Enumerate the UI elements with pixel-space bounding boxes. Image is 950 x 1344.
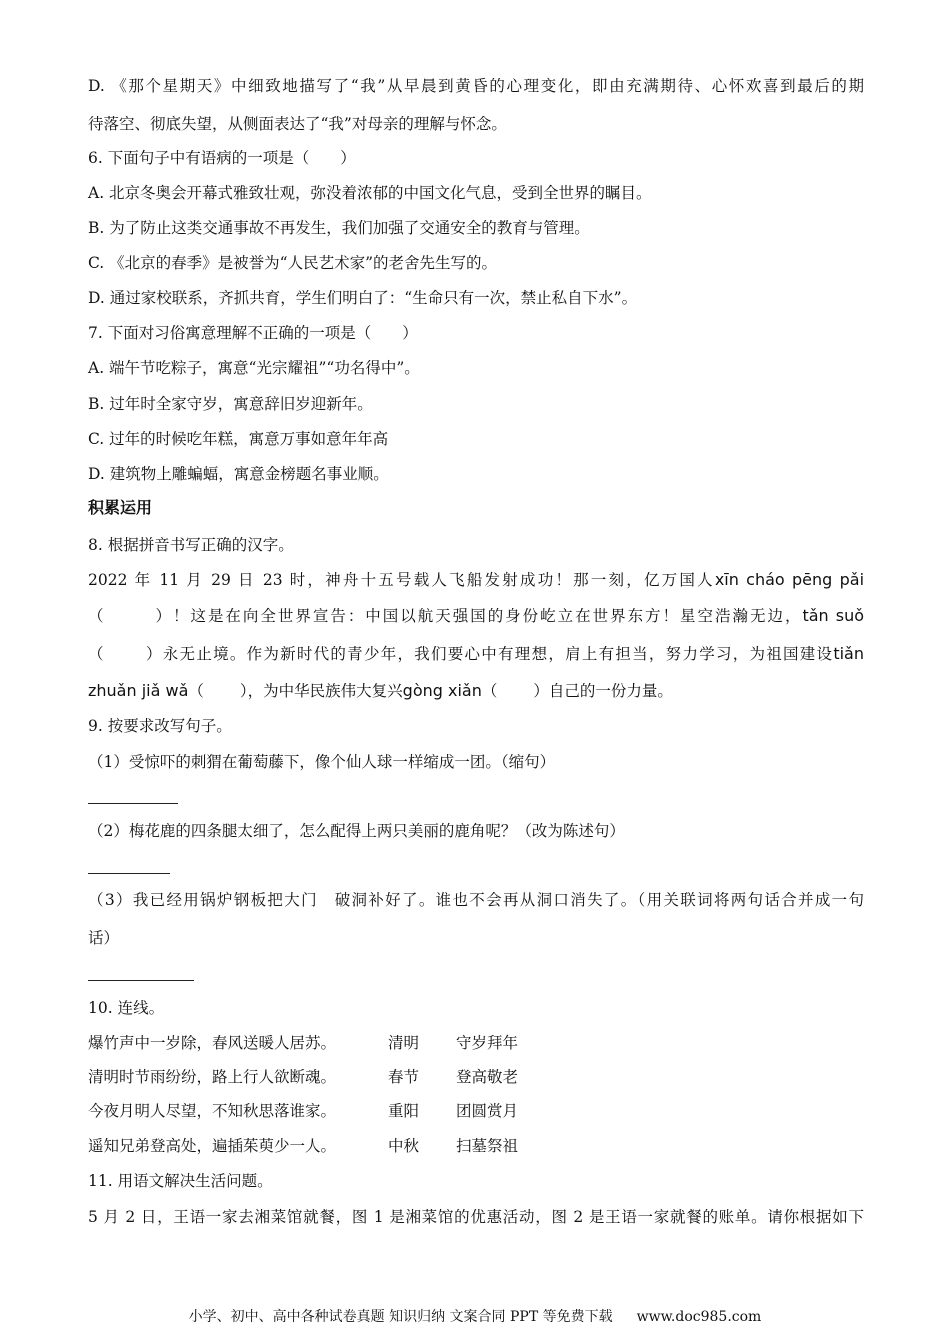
section-title: 积累运用	[88, 498, 153, 517]
q11-stem: 11. 用语文解决生活问题。	[88, 1172, 273, 1190]
q7-stem: 7. 下面对习俗寓意理解不正确的一项是（ ）	[88, 324, 418, 342]
q10-custom-4[interactable]: 扫墓祭祖	[456, 1137, 519, 1155]
q10-festival-2[interactable]: 春节	[388, 1068, 420, 1086]
q8-pinyin-4: gòng xiǎn	[402, 681, 482, 700]
q10-custom-2[interactable]: 登高敬老	[456, 1068, 519, 1086]
q9-sentence-1: （1）受惊吓的刺猬在葡萄藤下，像个仙人球一样缩成一团。（缩句）	[88, 753, 556, 771]
q8-blank-4-open: （	[481, 682, 498, 700]
q10-festival-1[interactable]: 清明	[388, 1034, 420, 1052]
q9-stem: 9. 按要求改写句子。	[88, 717, 232, 735]
q7-option-d: D. 建筑物上雕蝙蝠，寓意金榜题名事业顺。	[88, 465, 389, 483]
q10-festival-4[interactable]: 中秋	[388, 1137, 420, 1155]
q8-line1	[88, 570, 864, 590]
q10-custom-1[interactable]: 守岁拜年	[456, 1034, 519, 1052]
q10-festival-3[interactable]: 重阳	[388, 1102, 420, 1120]
q8-line3-text: ）永无止境。作为新时代的青少年，我们要心中有理想，肩上有担当，努力学习，为祖国建设	[144, 645, 834, 663]
q8-line2-text: ）！这是在向全世界宣告：中国以航天强国的身份屹立在世界东方！星空浩瀚无边，	[153, 607, 803, 625]
q9-sentence-3-line2: 话）	[88, 929, 120, 947]
footer-url[interactable]: www.doc985.com	[636, 1309, 762, 1325]
q9-sentence-3-line1: （3）我已经用锅炉钢板把大门 破洞补好了。谁也不会再从洞口消失了。（用关联词将两句话合并成一句	[88, 891, 864, 909]
q9-answer-line-2[interactable]	[88, 873, 170, 874]
q8-line4-text1: ），为中华民族伟大复兴	[239, 682, 403, 700]
q10-poem-3: 今夜月明人尽望，不知秋思落谁家。	[88, 1102, 337, 1120]
page-footer	[0, 1308, 950, 1326]
q8-blank-1-open: （	[88, 607, 106, 625]
q8-line2	[88, 606, 864, 626]
q6-option-b: B. 为了防止这类交通事故不再发生，我们加强了交通安全的教育与管理。	[88, 219, 590, 237]
q6-stem: 6. 下面句子中有语病的一项是（ ）	[88, 149, 356, 167]
q10-poem-2: 清明时节雨纷纷，路上行人欲断魂。	[88, 1068, 337, 1086]
q8-blank-2-open: （	[88, 645, 105, 663]
q8-line4-text2: ）自己的一份力量。	[533, 682, 673, 700]
footer-text: 小学、初中、高中各种试卷真题 知识归纳 文案合同 PPT 等免费下载	[188, 1309, 613, 1325]
q10-stem: 10. 连线。	[88, 999, 165, 1017]
q11-line1: 5 月 2 日，王语一家去湘菜馆就餐，图 1 是湘菜馆的优惠活动，图 2 是王语一家就餐的账单。请你根据如下	[88, 1208, 864, 1226]
q10-poem-4: 遥知兄弟登高处，遍插茱萸少一人。	[88, 1137, 337, 1155]
q7-option-c: C. 过年的时候吃年糕，寓意万事如意年年高	[88, 430, 389, 448]
q6-option-d: D. 通过家校联系，齐抓共育，学生们明白了：“生命只有一次，禁止私自下水”。	[88, 289, 638, 307]
q9-sentence-2: （2）梅花鹿的四条腿太细了，怎么配得上两只美丽的鹿角呢？（改为陈述句）	[88, 822, 625, 840]
q8-blank-3-open: （	[188, 682, 204, 700]
q9-answer-line-1[interactable]	[88, 803, 178, 804]
q10-poem-1: 爆竹声中一岁除，春风送暖人居苏。	[88, 1034, 337, 1052]
q8-line1-text: 2022 年 11 月 29 日 23 时，神舟十五号载人飞船发射成功！那一刻，亿万国人	[88, 571, 715, 589]
q8-line3	[88, 644, 864, 664]
q8-pinyin-3a: tiǎn	[833, 644, 864, 663]
q8-pinyin-1: xīn cháo pēng pǎi	[714, 570, 865, 589]
q8-pinyin-3b: zhuǎn jiǎ wǎ	[88, 681, 189, 700]
q8-line4	[88, 681, 673, 701]
q6-option-c: C. 《北京的春季》是被誉为“人民艺术家”的老舍先生写的。	[88, 254, 498, 272]
q6-option-a: A. 北京冬奥会开幕式雅致壮观，弥没着浓郁的中国文化气息，受到全世界的瞩目。	[88, 184, 652, 202]
q8-stem: 8. 根据拼音书写正确的汉字。	[88, 536, 294, 554]
q5-option-d-line2: 待落空、彻底失望，从侧面表达了“我”对母亲的理解与怀念。	[88, 115, 507, 133]
q7-option-b: B. 过年时全家守岁，寓意辞旧岁迎新年。	[88, 395, 373, 413]
q8-pinyin-2: tǎn suǒ	[802, 606, 864, 625]
q7-option-a: A. 端午节吃粽子，寓意“光宗耀祖”“功名得中”。	[88, 359, 420, 377]
q10-custom-3[interactable]: 团圆赏月	[456, 1102, 519, 1120]
q5-option-d-line1: D. 《那个星期天》中细致地描写了“我”从早晨到黄昏的心理变化，即由充满期待、心怀欢喜到最后的期	[88, 77, 864, 95]
q9-answer-line-3[interactable]	[88, 980, 194, 981]
